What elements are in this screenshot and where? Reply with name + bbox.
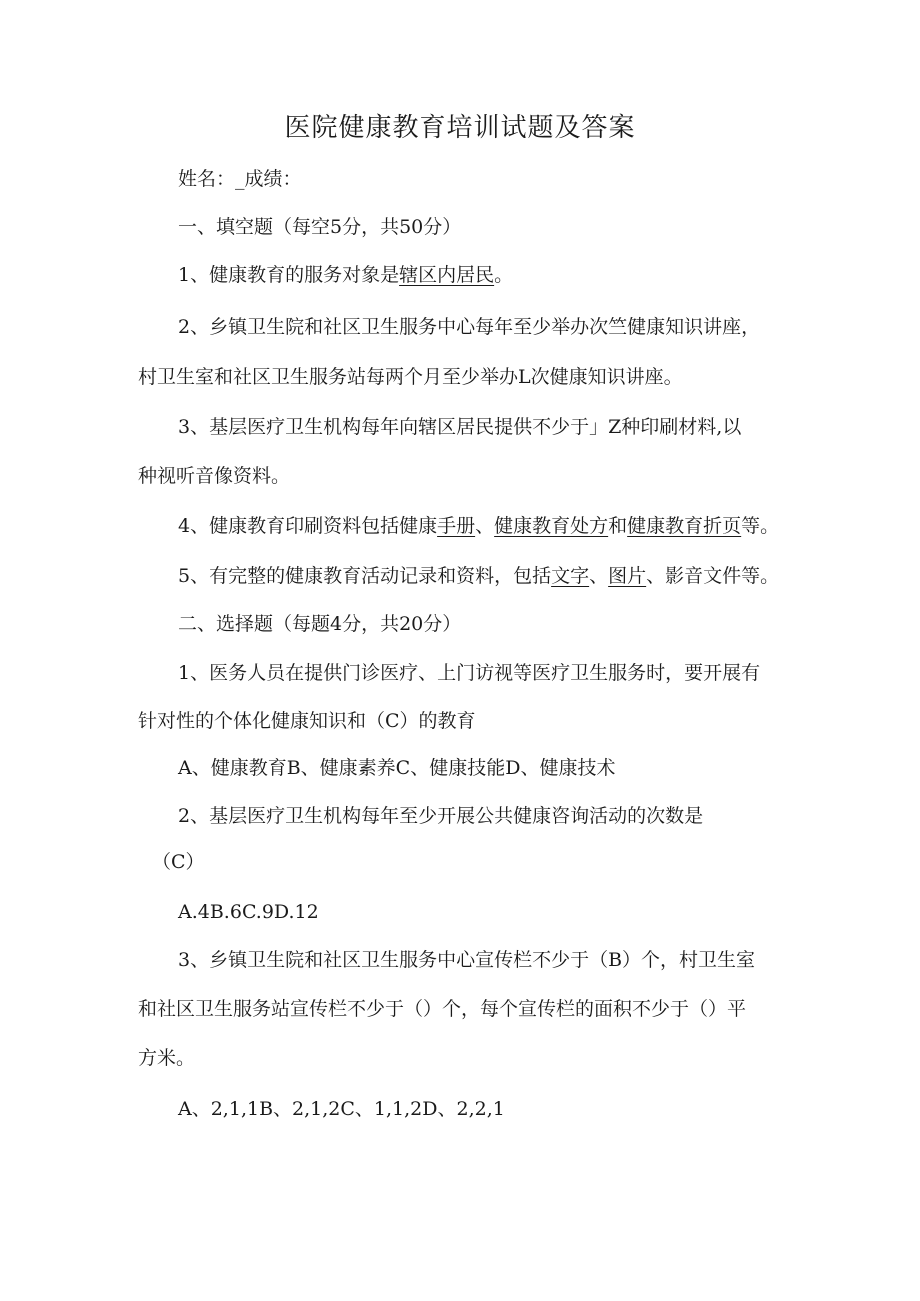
choice-question-2-line1: 2、基层医疗卫生机构每年至少开展公共健康咨询活动的次数是 [178, 805, 704, 827]
answer-5b: 图片 [608, 565, 647, 587]
fill-question-1: 1、健康教育的服务对象是辖区内居民。 [178, 264, 514, 286]
section-2-heading: 二、选择题（每题4分，共20分） [178, 613, 462, 635]
choice-question-1-options: A、健康教育B、健康素养C、健康技能D、健康技术 [178, 757, 616, 779]
fill-question-5: 5、有完整的健康教育活动记录和资料，包括文字、图片、影音文件等。 [178, 565, 780, 587]
choice-question-3-line3: 方米。 [138, 1047, 196, 1069]
fill-question-2-line2: 村卫生室和社区卫生服务站每两个月至少举办L次健康知识讲座。 [138, 366, 683, 388]
choice-question-1-line1: 1、医务人员在提供门诊医疗、上门访视等医疗卫生服务时，要开展有 [178, 662, 761, 684]
section-1-heading: 一、填空题（每空5分，共50分） [178, 216, 462, 238]
answer-1: 辖区内居民 [399, 264, 495, 286]
fill-question-4: 4、健康教育印刷资料包括健康手册、健康教育处方和健康教育折页等。 [178, 515, 780, 537]
choice-question-3-options: A、2,1,1B、2,1,2C、1,1,2D、2,2,1 [178, 1098, 505, 1120]
fill-question-3-line2: 种视听音像资料。 [138, 465, 291, 487]
choice-question-3-line1: 3、乡镇卫生院和社区卫生服务中心宣传栏不少于（B）个，村卫生室 [178, 949, 756, 971]
fill-question-3-line1: 3、基层医疗卫生机构每年向辖区居民提供不少于」Z种印刷材料,以 [178, 416, 742, 438]
document-title: 医院健康教育培训试题及答案 [284, 113, 636, 143]
choice-question-1-line2: 针对性的个体化健康知识和（C）的教育 [138, 710, 476, 732]
choice-question-2-line2: （C） [152, 851, 205, 873]
answer-5a: 文字 [551, 565, 590, 587]
name-score-line: 姓名：_成绩： [178, 168, 302, 190]
fill-question-2-line1: 2、乡镇卫生院和社区卫生服务中心每年至少举办次竺健康知识讲座， [178, 316, 761, 338]
answer-4c: 健康教育折页 [627, 515, 742, 537]
choice-question-3-line2: 和社区卫生服务站宣传栏不少于（）个，每个宣传栏的面积不少于（）平 [138, 998, 747, 1020]
answer-4b: 健康教育处方 [494, 515, 609, 537]
answer-4a: 手册 [437, 515, 476, 537]
choice-question-2-options: A.4B.6C.9D.12 [178, 901, 319, 923]
